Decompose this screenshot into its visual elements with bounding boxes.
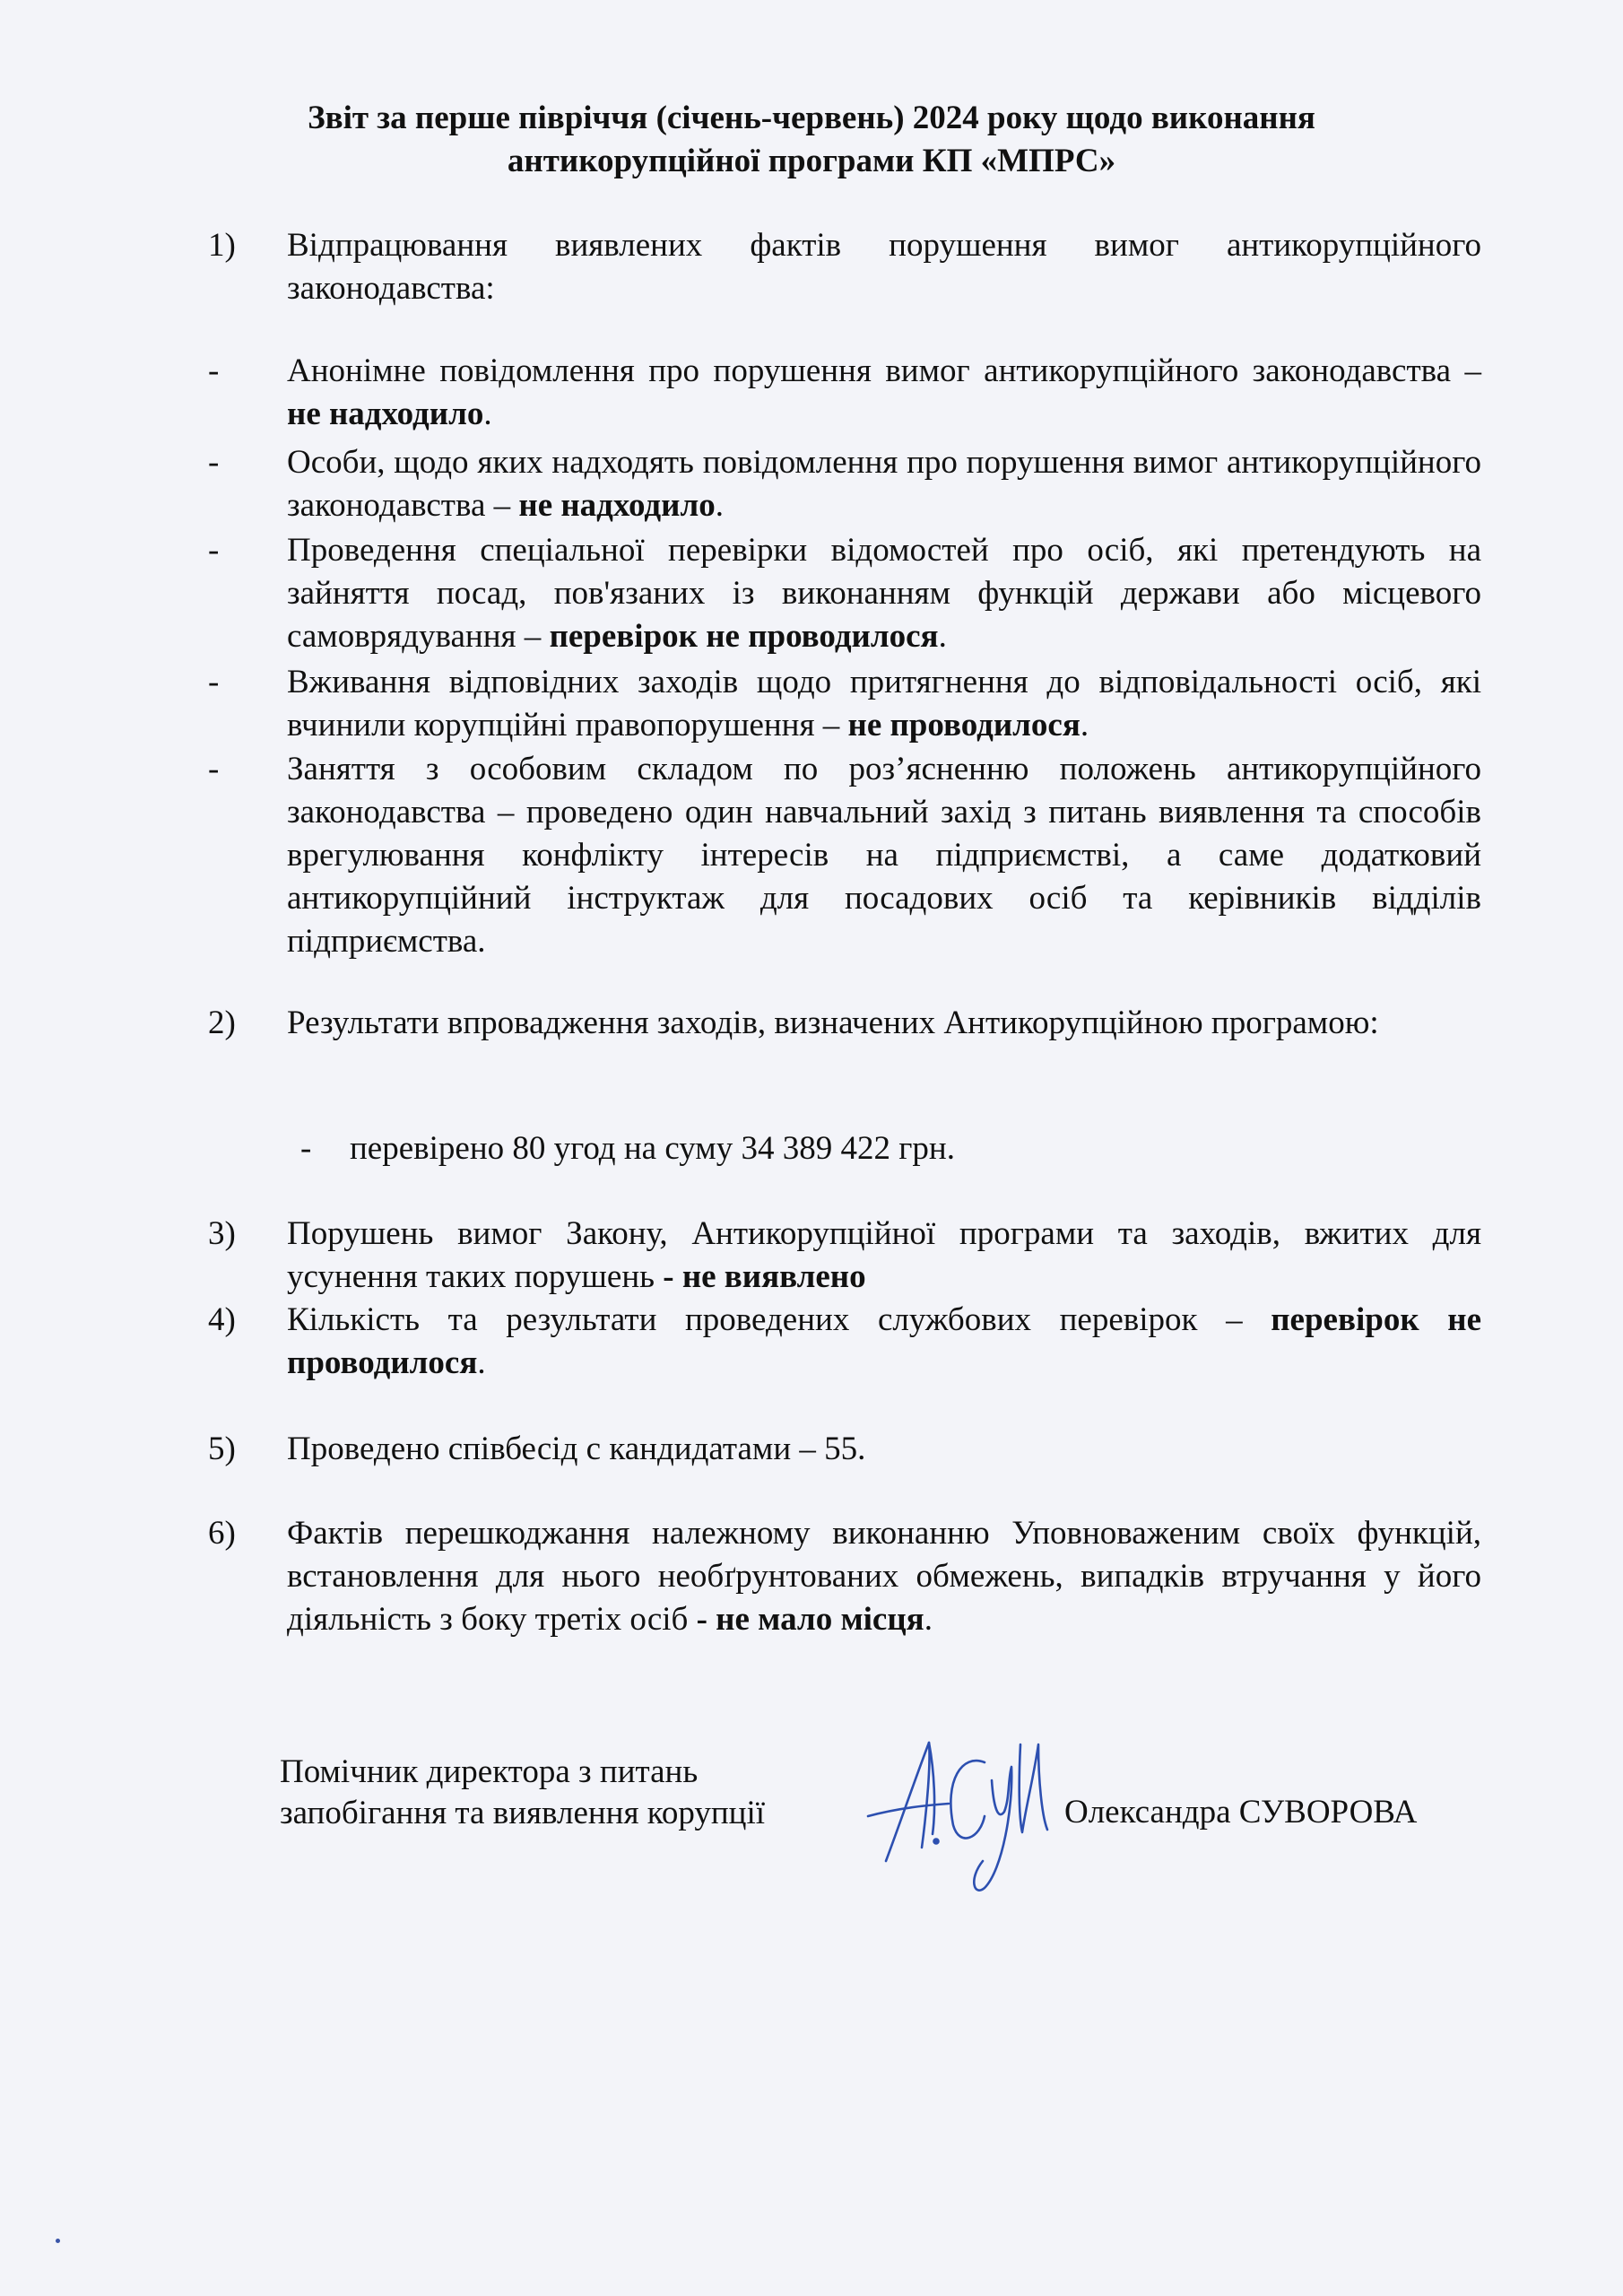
- bullet-item: [208, 661, 1481, 747]
- bullet-dash: -: [208, 664, 220, 700]
- bullet-text: Анонімне повідомлення про порушення вимог антикорупційного законодавства –: [287, 352, 1481, 389]
- bullet-text: Особи, щодо яких надходять повідомлення про порушення вимог антикорупційного законодавства –: [287, 444, 1481, 524]
- section-text: Результати впровадження заходів, визначених Антикорупційною програмою:: [287, 1004, 1379, 1041]
- section-6: [208, 1512, 1481, 1641]
- section-number: 6): [208, 1515, 236, 1552]
- section-number: 3): [208, 1215, 236, 1252]
- section-status: перевірок не проводилося: [287, 1301, 1481, 1381]
- bullet-dash: -: [208, 751, 220, 787]
- bullet-item: [208, 441, 1481, 527]
- bullet-dash: -: [208, 444, 220, 481]
- bullet-dash: -: [208, 352, 220, 389]
- section-number: 1): [208, 227, 236, 264]
- bullet-item: [208, 529, 1481, 658]
- section-text: Відпрацювання виявлених фактів порушення вимог антикорупційного законодавства:: [287, 227, 1481, 307]
- section-number: 4): [208, 1301, 236, 1338]
- sub-dash: -: [300, 1130, 312, 1167]
- section-text: Кількість та результати проведених службових перевірок –: [287, 1301, 1271, 1338]
- bullet-status: перевірок не проводилося: [549, 618, 939, 655]
- bullet-item: [208, 350, 1481, 436]
- section-tail: .: [924, 1601, 933, 1638]
- bullet-tail: .: [483, 396, 492, 432]
- section-number: 5): [208, 1431, 236, 1467]
- section-text: Порушень вимог Закону, Антикорупційної програми та заходів, вжитих для усунення таких порушень: [287, 1215, 1481, 1295]
- bullet-dash: -: [208, 532, 220, 569]
- section-4: [208, 1299, 1481, 1385]
- section-2-subitem: [300, 1127, 1466, 1170]
- section-status: - не виявлено: [663, 1258, 866, 1295]
- document-title: [179, 97, 1444, 183]
- section-tail: .: [477, 1344, 486, 1381]
- bullet-item: [208, 748, 1481, 963]
- bullet-tail: .: [715, 487, 724, 524]
- bullet-status: не проводилося: [847, 707, 1081, 744]
- section-5: [208, 1428, 1481, 1471]
- signatory-role-line-1: Помічник директора з питань: [280, 1753, 699, 1790]
- bullet-status: не надходило: [518, 487, 716, 524]
- section-1: [208, 224, 1481, 310]
- section-number: 2): [208, 1004, 236, 1041]
- title-line-2: антикорупційної програми КП «МПРС»: [507, 143, 1116, 179]
- bullet-status: не надходило: [287, 396, 484, 432]
- bullet-text: Проведення спеціальної перевірки відомостей про осіб, які претендують на зайняття посад, пов'язаних із виконанням функцій держави або місцевого самоврядування –: [287, 532, 1481, 655]
- bullet-tail: .: [1080, 707, 1089, 744]
- bullet-text: Заняття з особовим складом по роз’ясненню положень антикорупційного законодавства – проведено один навчальний захід з питань виявлення та способів врегулювання конфлікту інтересів на підприємстві, а саме додатковий антикорупційний інструктаж для посадових осіб та керівників відділів підприємства.: [287, 751, 1481, 960]
- section-2: [208, 1002, 1481, 1045]
- section-text: Проведено співбесід с кандидатами – 55.: [287, 1431, 866, 1467]
- handwritten-signature: [859, 1726, 1065, 1897]
- section-text: Фактів перешкоджання належному виконанню Уповноваженим своїх функцій, встановлення для нього необґрунтованих обмежень, випадків втручання у його діяльність з боку третіх осіб: [287, 1515, 1481, 1638]
- sub-text: перевірено 80 угод на суму 34 389 422 грн.: [350, 1130, 955, 1167]
- bullet-tail: .: [938, 618, 947, 655]
- section-3: [208, 1213, 1481, 1299]
- bullet-text: Вживання відповідних заходів щодо притягнення до відповідальності осіб, які вчинили корупційні правопорушення –: [287, 664, 1481, 744]
- section-status: - не мало місця: [696, 1601, 924, 1638]
- scan-speck: [56, 2239, 60, 2243]
- title-line-1: Звіт за перше півріччя (січень-червень) 2024 року щодо виконання: [308, 100, 1315, 136]
- signatory-role: [280, 1752, 765, 1834]
- signatory-role-line-2: запобігання та виявлення корупції: [280, 1795, 766, 1831]
- signatory-name: Олександра СУВОРОВА: [1064, 1794, 1418, 1831]
